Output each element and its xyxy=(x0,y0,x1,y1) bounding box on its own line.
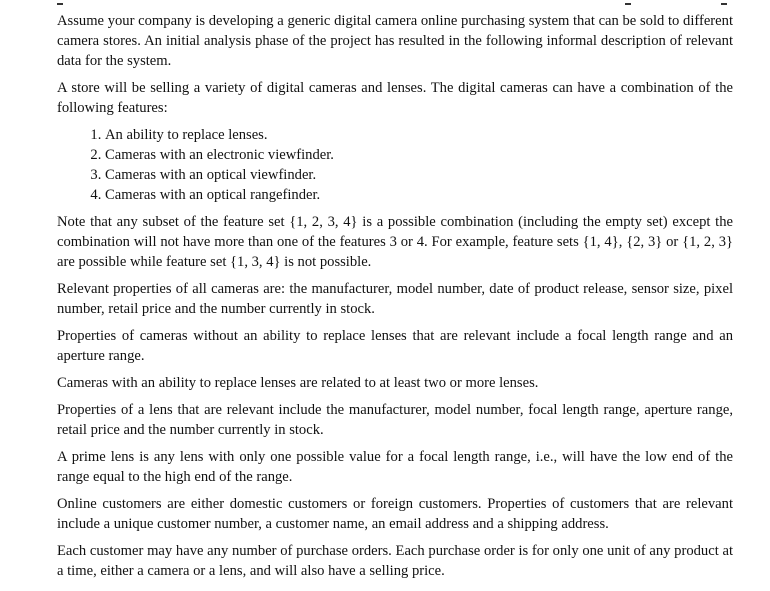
feature-item: 2. Cameras with an electronic viewfinder. xyxy=(105,145,733,165)
document-page xyxy=(57,0,733,581)
feature-item: 3. Cameras with an optical viewfinder. xyxy=(105,165,733,185)
fixed-lens-camera-paragraph: Properties of cameras without an ability to replace lenses that are relevant include a focal length range and an aperture range. xyxy=(57,328,733,364)
cropped-text-fragment xyxy=(57,0,733,5)
interchangeable-lens-paragraph: Cameras with an ability to replace lenses are related to at least two or more lenses. xyxy=(57,375,539,391)
feature-set-note-paragraph: Note that any subset of the feature set {1, 2, 3, 4} is a possible combination (including the empty set) except the combination will not have more than one of the features 3 or 4. For example, feature sets {1, 4}, {2, 3} or {1, 2, 3} are possible while feature set {1, 3, 4} is not possible. xyxy=(57,214,733,270)
store-paragraph: A store will be selling a variety of digital cameras and lenses. The digital cameras can have a combination of the following features: xyxy=(57,80,733,116)
feature-list xyxy=(57,125,733,205)
lens-properties-paragraph: Properties of a lens that are relevant include the manufacturer, model number, focal length range, aperture range, retail price and the number currently in stock. xyxy=(57,402,733,438)
customers-paragraph: Online customers are either domestic customers or foreign customers. Properties of customers that are relevant include a unique customer number, a customer name, an email address and a shipping address. xyxy=(57,496,733,532)
feature-item: 4. Cameras with an optical rangefinder. xyxy=(105,185,733,205)
intro-paragraph: Assume your company is developing a generic digital camera online purchasing system that can be sold to different camera stores. An initial analysis phase of the project has resulted in the following informal description of relevant data for the system. xyxy=(57,13,733,69)
camera-properties-paragraph: Relevant properties of all cameras are: the manufacturer, model number, date of product release, sensor size, pixel number, retail price and the number currently in stock. xyxy=(57,281,733,317)
feature-item: 1. An ability to replace lenses. xyxy=(105,125,733,145)
prime-lens-paragraph: A prime lens is any lens with only one possible value for a focal length range, i.e., will have the low end of the range equal to the high end of the range. xyxy=(57,449,733,485)
purchase-orders-paragraph: Each customer may have any number of purchase orders. Each purchase order is for only one unit of any product at a time, either a camera or a lens, and will also have a selling price. xyxy=(57,543,733,579)
